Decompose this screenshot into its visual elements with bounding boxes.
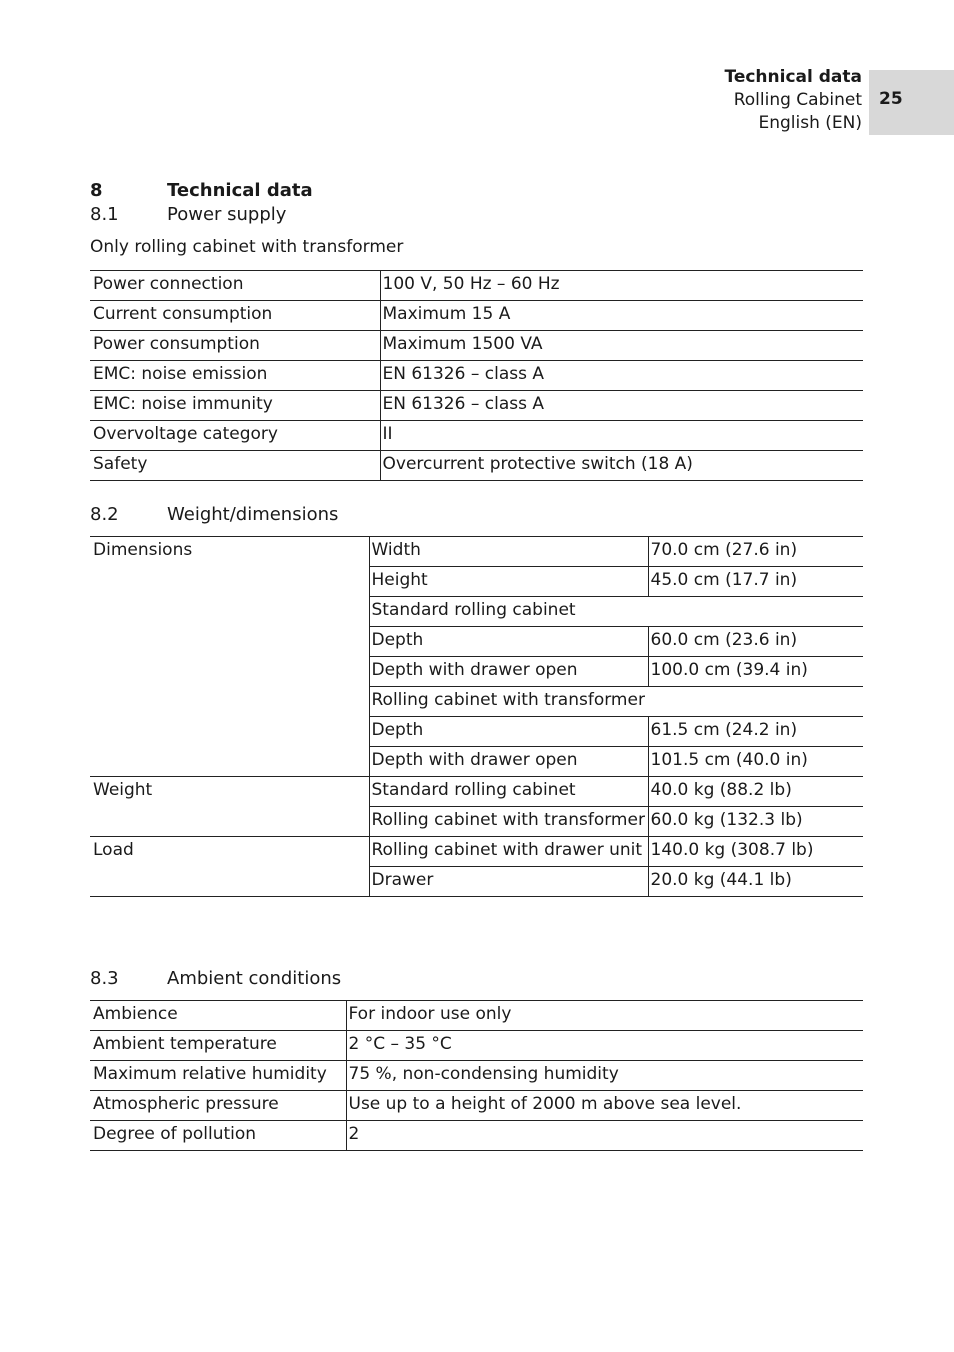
table-row	[90, 837, 863, 867]
spec-value: Overcurrent protective switch (18 A)	[380, 451, 863, 481]
spec-value: II	[380, 421, 863, 451]
table-row	[90, 271, 863, 301]
section-heading-8-1	[90, 204, 286, 225]
table-row	[90, 747, 863, 777]
header-subtitle: Rolling Cabinet	[733, 90, 862, 110]
table-row	[90, 777, 863, 807]
spec-value: 40.0 kg (88.2 lb)	[648, 777, 863, 807]
spec-value: 45.0 cm (17.7 in)	[648, 567, 863, 597]
subgroup-label: Standard rolling cabinet	[369, 597, 863, 627]
table-row	[90, 717, 863, 747]
power-supply-note: Only rolling cabinet with transformer	[90, 237, 404, 257]
spec-label: Width	[369, 537, 648, 567]
section-number: 8	[90, 180, 103, 201]
spec-label: Depth	[369, 627, 648, 657]
section-heading-8	[90, 180, 313, 201]
header-title: Technical data	[724, 67, 862, 87]
group-label: Dimensions	[90, 537, 369, 567]
table-row	[90, 391, 863, 421]
spec-value: Use up to a height of 2000 m above sea level.	[346, 1091, 863, 1121]
spec-label: EMC: noise emission	[90, 361, 380, 391]
spec-value: For indoor use only	[346, 1001, 863, 1031]
spec-value: 60.0 cm (23.6 in)	[648, 627, 863, 657]
table-row	[90, 361, 863, 391]
spec-label: Drawer	[369, 867, 648, 897]
spec-value: 2	[346, 1121, 863, 1151]
spec-label: Power connection	[90, 271, 380, 301]
page-number: 25	[869, 70, 954, 135]
spec-value: 70.0 cm (27.6 in)	[648, 537, 863, 567]
section-heading-8-3	[90, 968, 341, 989]
spec-value: 61.5 cm (24.2 in)	[648, 717, 863, 747]
subgroup-label: Rolling cabinet with transformer	[369, 687, 863, 717]
table-row	[90, 1091, 863, 1121]
section-number: 8.1	[90, 204, 119, 225]
spec-label: Ambient temperature	[90, 1031, 346, 1061]
table-row	[90, 597, 863, 627]
spec-value: 101.5 cm (40.0 in)	[648, 747, 863, 777]
section-title: Technical data	[167, 180, 313, 201]
table-row	[90, 627, 863, 657]
table-row	[90, 657, 863, 687]
spec-label: Height	[369, 567, 648, 597]
spec-label: Rolling cabinet with transformer	[369, 807, 648, 837]
spec-value: 2 °C – 35 °C	[346, 1031, 863, 1061]
table-row	[90, 537, 863, 567]
spec-label: Power consumption	[90, 331, 380, 361]
spec-value: 20.0 kg (44.1 lb)	[648, 867, 863, 897]
spec-label: Ambience	[90, 1001, 346, 1031]
group-label: Load	[90, 837, 369, 867]
table-row	[90, 807, 863, 837]
spec-label: Depth with drawer open	[369, 657, 648, 687]
weight-dimensions-table	[90, 536, 863, 897]
table-row	[90, 687, 863, 717]
group-label: Weight	[90, 777, 369, 807]
spec-label: Degree of pollution	[90, 1121, 346, 1151]
table-row	[90, 301, 863, 331]
spec-label: Atmospheric pressure	[90, 1091, 346, 1121]
spec-value: 75 %, non-condensing humidity	[346, 1061, 863, 1091]
running-header	[724, 66, 862, 135]
section-title: Ambient conditions	[167, 968, 342, 989]
table-row	[90, 451, 863, 481]
spec-value: EN 61326 – class A	[380, 361, 863, 391]
section-number: 8.3	[90, 968, 119, 989]
section-heading-8-2	[90, 504, 338, 525]
section-number: 8.2	[90, 504, 119, 525]
spec-label: EMC: noise immunity	[90, 391, 380, 421]
table-row	[90, 567, 863, 597]
header-language: English (EN)	[758, 113, 862, 133]
spec-value: 140.0 kg (308.7 lb)	[648, 837, 863, 867]
table-row	[90, 421, 863, 451]
spec-label: Maximum relative humidity	[90, 1061, 346, 1091]
table-row	[90, 331, 863, 361]
spec-label: Depth with drawer open	[369, 747, 648, 777]
power-supply-table	[90, 270, 863, 481]
spec-value: Maximum 15 A	[380, 301, 863, 331]
spec-value: Maximum 1500 VA	[380, 331, 863, 361]
spec-label: Rolling cabinet with drawer unit	[369, 837, 648, 867]
section-title: Power supply	[167, 204, 287, 225]
table-row	[90, 1001, 863, 1031]
spec-label: Standard rolling cabinet	[369, 777, 648, 807]
spec-label: Overvoltage category	[90, 421, 380, 451]
table-row	[90, 1121, 863, 1151]
spec-value: 100 V, 50 Hz – 60 Hz	[380, 271, 863, 301]
section-title: Weight/dimensions	[167, 504, 339, 525]
spec-value: 60.0 kg (132.3 lb)	[648, 807, 863, 837]
spec-value: 100.0 cm (39.4 in)	[648, 657, 863, 687]
spec-value: EN 61326 – class A	[380, 391, 863, 421]
ambient-conditions-table	[90, 1000, 863, 1151]
spec-label: Depth	[369, 717, 648, 747]
spec-label: Safety	[90, 451, 380, 481]
table-row	[90, 1061, 863, 1091]
table-row	[90, 867, 863, 897]
spec-label: Current consumption	[90, 301, 380, 331]
table-row	[90, 1031, 863, 1061]
